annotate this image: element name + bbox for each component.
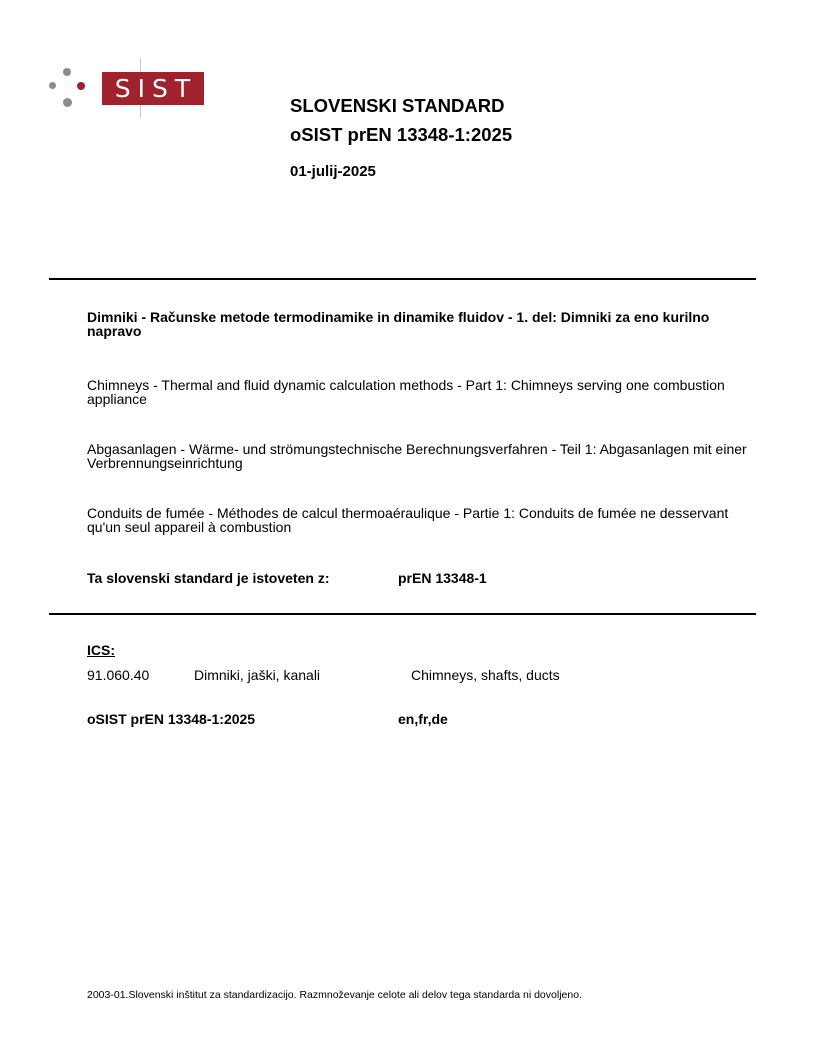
logo-wordmark: SIST [102,72,204,105]
standard-type-title: SLOVENSKI STANDARD [290,95,505,116]
identity-label: Ta slovenski standard je istoveten z: [87,570,330,586]
title-french: Conduits de fumée - Méthodes de calcul thermoaéraulique - Partie 1: Conduits de fumée ne desservant qu'un seul appareil à combustion [87,505,729,535]
logo-dot-icon [77,82,85,90]
publication-date: 01-julij-2025 [290,163,376,180]
ics-code: 91.060.40 [87,667,150,683]
logo-dot-icon [49,82,56,89]
logo-dot-icon [63,98,72,107]
title-slovenian: Dimniki - Računske metode termodinamike in dinamike fluidov - 1. del: Dimniki za eno kurilno napravo [87,309,710,339]
copyright-footer: 2003-01.Slovenski inštitut za standardizacijo. Razmnoževanje celote ali delov tega standarda ni dovoljeno. [87,989,582,1001]
document-id: oSIST prEN 13348-1:2025 [87,711,256,727]
standard-number-title: oSIST prEN 13348-1:2025 [290,124,513,145]
ics-description-en: Chimneys, shafts, ducts [411,667,560,683]
title-german: Abgasanlagen - Wärme- und strömungstechnische Berechnungsverfahren - Teil 1: Abgasanlagen mit einer Verbrennungseinrichtung [87,441,747,471]
section-divider [49,613,756,615]
logo-dot-icon [63,68,71,76]
identity-value: prEN 13348-1 [398,570,487,586]
title-english: Chimneys - Thermal and fluid dynamic calculation methods - Part 1: Chimneys serving one combustion appliance [87,377,725,407]
section-divider [49,278,756,280]
document-languages: en,fr,de [398,711,448,727]
ics-heading: ICS: [87,642,115,658]
ics-description-sl: Dimniki, jaški, kanali [194,667,321,683]
